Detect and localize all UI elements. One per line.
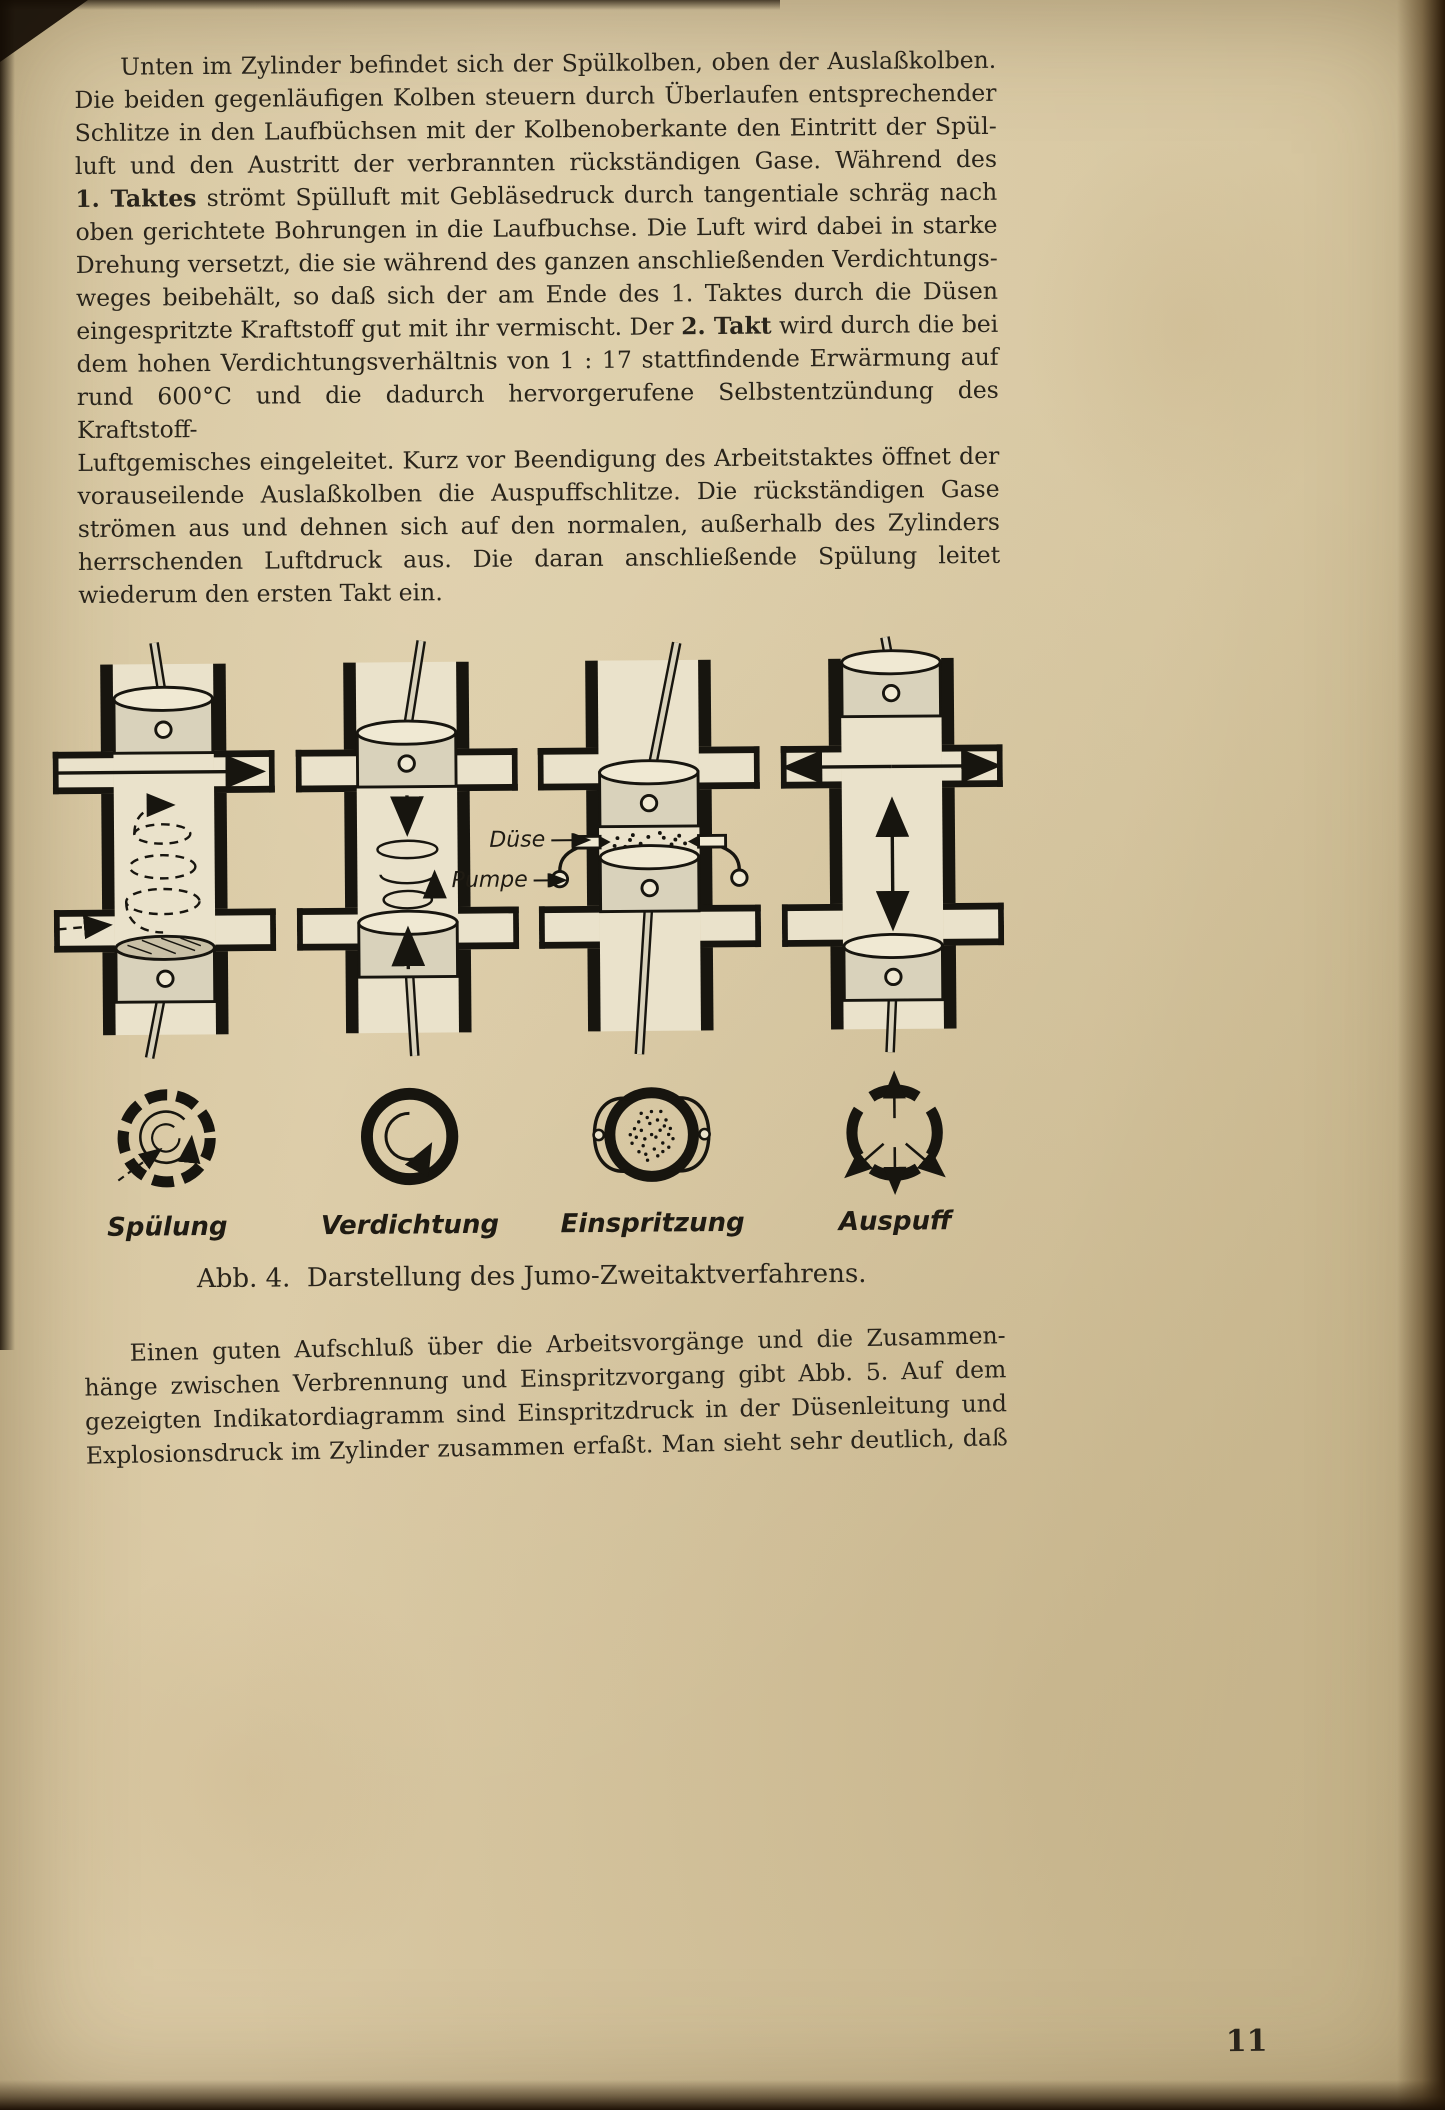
cylinder-cross-section-scavenging [52,640,277,1062]
lower-piston [844,934,943,1053]
cylinder-cross-section-exhaust [780,634,1005,1056]
text-segment: luft und den Austritt der verbrannten rückständigen Gase. Während des [74,144,998,181]
text-segment: oben gerichtete Bohrungen in die Laufbuchse. Die Luft wird dabei in starke [75,210,998,247]
text-line [77,374,999,447]
cylinder-cross-section-compression [294,638,519,1060]
stage-label-verdichtung: Verdichtung [320,1209,500,1242]
text-segment: Die beiden gegenläufigen Kolben steuern durch Überlaufen entsprechender [74,78,997,115]
callout-pumpe [452,867,572,893]
text-segment: weges beibehält, so daß sich der am Ende des 1. Taktes durch die Düsen [75,276,999,313]
injection-pump-right [732,870,748,886]
callout-arrow-icon [549,832,595,846]
text-segment: Einen guten Aufschluß über die Arbeitsvorgänge und die Zusammen- [129,1321,1006,1367]
text-segment: wird durch die bei [771,309,999,340]
figure-caption: Abb. 4. Darstellung des Jumo-Zweitaktverfahrens. [196,1258,867,1295]
figure-jumo-two-stroke [52,634,1007,1295]
figure-stage-spuelung [52,640,279,1244]
bold-text-segment: 1. Taktes [75,184,197,214]
stage-label-spuelung: Spülung [107,1211,228,1243]
text-segment: gezeigten Indikatordiagramm sind Einspritzdruck in der Düsenleitung und [84,1389,1008,1436]
upper-piston [114,642,213,753]
duese-label: Düse [489,827,546,853]
stage-label-einspritzung: Einspritzung [560,1207,745,1240]
exhaust-arrow-right [892,766,995,767]
text-segment: eingespritzte Kraftstoff gut mit ihr vermischt. Der [76,312,682,346]
figure-stage-auspuff [780,634,1007,1238]
text-segment: dem hohen Verdichtungsverhältnis von 1 : 17 stattfindende Erwärmung auf [76,342,999,379]
callout-duese [489,827,595,853]
paragraph-2 [83,1318,1008,1472]
crossflow-arrow [57,771,260,773]
text-segment: Luftgemisches eingeleitet. Kurz vor Beendigung des Arbeitstaktes öffnet der [77,441,1000,478]
upper-piston [841,637,940,717]
text-segment: rund 600°C und die dadurch hervorgerufene Selbstentzündung des Kraftstoff- [76,375,999,445]
cylinder-stages-row [52,634,1007,1243]
callout-arrow-icon [532,873,572,887]
pumpe-label: Pumpe [451,867,528,894]
text-segment: Drehung versetzt, die sie während des ganzen anschließenden Verdichtungs- [75,243,998,280]
text-segment: herrschenden Luftdruck aus. Die daran anschließende Spülung leitet [77,540,1001,577]
text-segment: hänge zwischen Verbrennung und Einspritzvorgang gibt Abb. 5. Auf dem [84,1355,1007,1402]
spray-speckles [629,1110,675,1162]
piston-stroke-double-arrow [892,803,893,925]
bold-text-segment: 2. Takt [681,311,772,341]
text-line [78,572,1000,612]
spuelung-phase-icon [102,1074,231,1203]
text-segment: vorauseilende Auslaßkolben die Auspuffschlitze. Die rückständigen Gase [77,474,1000,511]
einspritzung-phase-icon [587,1070,716,1199]
lower-piston [116,936,215,1058]
exhaust-arrow-left [788,766,891,767]
text-segment: strömen aus und dehnen sich auf den normalen, außerhalb des Zylinders [77,507,1000,544]
figure-stage-einspritzung [537,636,764,1240]
text-segment: Unten im Zylinder befindet sich der Spülkolben, oben der Auslaßkolben. [120,45,997,81]
text-segment: Explosionsdruck im Zylinder zusammen erfaßt. Man sieht sehr deutlich, daß [85,1423,1008,1470]
text-segment: strömt Spülluft mit Gebläsedruck durch tangentiale schräg nach [196,177,998,213]
auspuff-phase-icon [830,1068,959,1197]
stage-label-auspuff: Auspuff [838,1206,952,1238]
page-corner-shadow [0,0,88,62]
text-segment: Schlitze in den Laufbüchsen mit der Kolbenoberkante den Eintritt der Spül- [74,111,997,148]
paragraph-intro [74,44,1000,612]
figure-stage-verdichtung [294,638,521,1242]
verdichtung-phase-icon [345,1072,474,1201]
text-segment: wiederum den ersten Takt ein. [78,578,443,610]
page-number: 11 [1225,2023,1268,2060]
